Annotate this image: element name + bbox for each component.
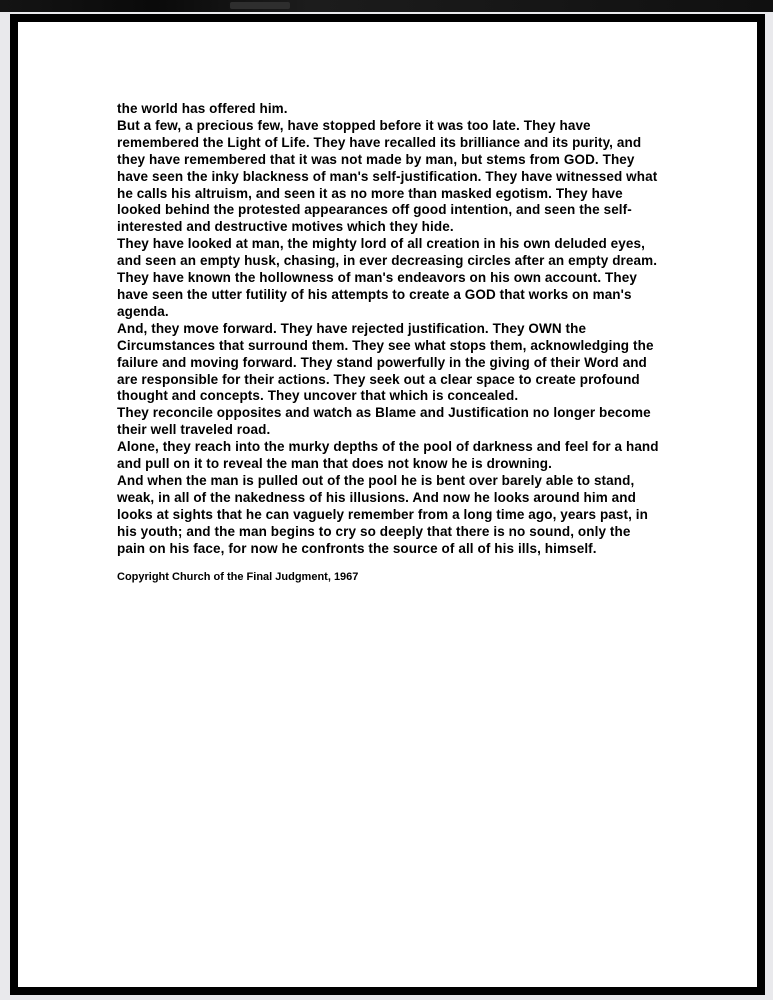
page-text-block [117, 101, 662, 584]
viewer-top-bar-highlight [230, 2, 290, 9]
paragraph: But a few, a precious few, have stopped before it was too late. They have remembered the Light of Life. They have recalled its brilliance and its purity, and they have remembered that it was not made by man, but stems from GOD. They have seen the inky blackness of man's self-justification. They have witnessed what he calls his altruism, and seen it as no more than masked egotism. They have looked behind the protested appearances off good intention, and seen the self-interested and destructive motives which they hide. [117, 117, 658, 235]
paragraph: Alone, they reach into the murky depths of the pool of darkness and feel for a hand and pull on it to reveal the man that does not know he is drowning. [117, 439, 659, 472]
paragraph: And when the man is pulled out of the pool he is bent over barely able to stand, weak, in all of the nakedness of his illusions. And now he looks around him and looks at sights that he can vaguely remember from a long time ago, years past, in his youth; and the man begins to cry so deeply that there is no sound, only the pain on his face, for now he confronts the source of all of his ills, himself. [117, 472, 649, 556]
document-page [10, 14, 765, 995]
copyright-line: Copyright Church of the Final Judgment, 1967 [117, 571, 359, 584]
viewer-top-bar [0, 0, 773, 12]
paragraph: And, they move forward. They have rejected justification. They OWN the Circumstances that surround them. They see what stops them, acknowledging the failure and moving forward. They stand powerfully in the giving of their Word and are responsible for their actions. They seek out a clear space to create profound thought and concepts. They uncover that which is concealed. [117, 320, 654, 404]
paragraph: They have looked at man, the mighty lord of all creation in his own deluded eyes, and seen an empty husk, chasing, in ever decreasing circles after an empty dream. They have known the hollowness of man's endeavors on his own account. They have seen the utter futility of his attempts to create a GOD that works on man's agenda. [117, 236, 658, 319]
paragraph: They reconcile opposites and watch as Blame and Justification no longer become their well traveled road. [117, 405, 651, 438]
paragraph: the world has offered him. [117, 101, 288, 116]
body-text [117, 101, 662, 557]
